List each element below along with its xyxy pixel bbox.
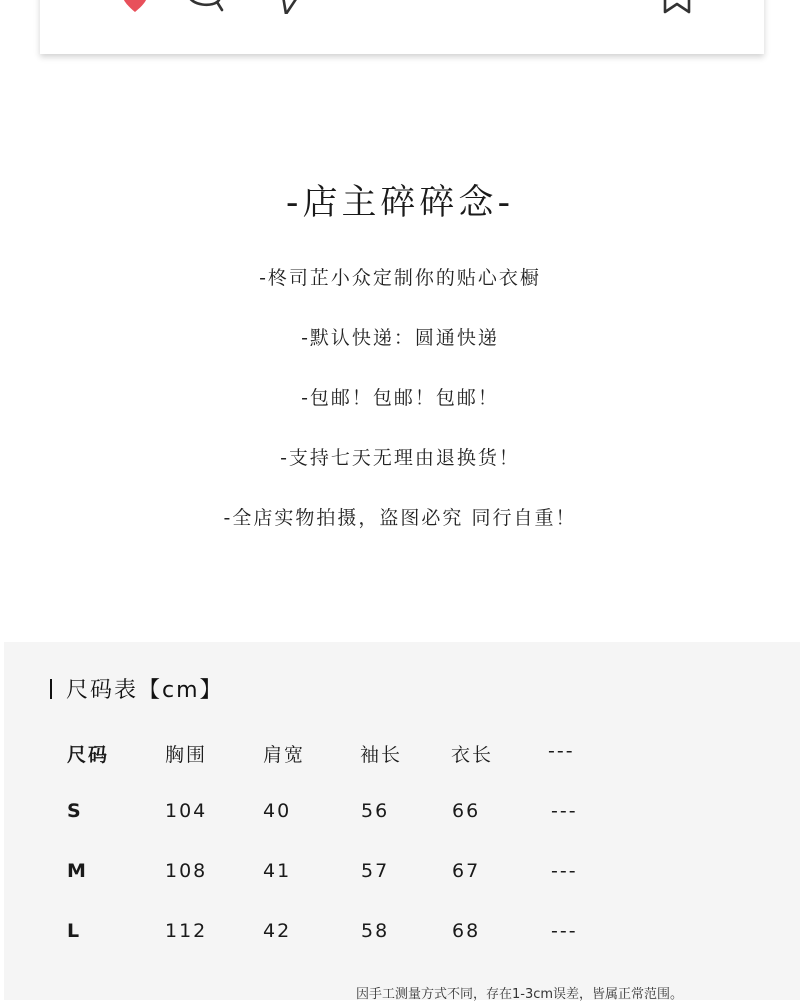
table-cell: 104	[165, 800, 208, 822]
table-cell: 108	[165, 860, 208, 882]
note-line: -全店实物拍摄，盗图必究 同行自重！	[223, 507, 577, 529]
header-shoulder: 肩宽	[263, 744, 306, 766]
table-cell: 66	[452, 800, 481, 822]
row-size-label: S	[67, 800, 83, 822]
note-line: -支持七天无理由退换货！	[280, 447, 520, 469]
share-icon[interactable]	[276, 0, 304, 14]
note-line: -包邮！包邮！包邮！	[301, 387, 499, 409]
row-size-label: L	[67, 920, 82, 942]
table-cell: 40	[263, 800, 292, 822]
heart-icon[interactable]	[120, 0, 150, 14]
table-cell: 41	[263, 860, 292, 882]
table-cell: 112	[165, 920, 208, 942]
size-chart-panel	[4, 642, 800, 1000]
table-cell: ---	[551, 920, 578, 942]
measurement-footnote: 因手工测量方式不同，存在1-3cm误差，皆属正常范围。	[356, 987, 684, 1002]
size-chart-title	[50, 673, 224, 704]
header-length: 衣长	[451, 744, 494, 766]
header-size: 尺码	[67, 744, 110, 766]
table-cell: 42	[263, 920, 292, 942]
note-line: -默认快递：圆通快递	[301, 327, 499, 349]
post-action-bar	[40, 0, 764, 54]
header-chest: 胸围	[165, 744, 208, 766]
table-cell: ---	[551, 800, 578, 822]
header-extra: ---	[548, 740, 575, 762]
note-line: -柊司芷小众定制你的贴心衣橱	[259, 267, 541, 289]
title-bar-marker	[50, 679, 52, 699]
header-sleeve: 袖长	[360, 744, 403, 766]
bookmark-icon[interactable]	[662, 0, 692, 14]
table-cell: 56	[361, 800, 390, 822]
table-cell: ---	[551, 860, 578, 882]
table-cell: 57	[361, 860, 390, 882]
size-chart-title-text: 尺码表【cm】	[66, 678, 224, 703]
notes-title: -店主碎碎念-	[285, 183, 515, 223]
table-cell: 67	[452, 860, 481, 882]
table-cell: 68	[452, 920, 481, 942]
comment-icon[interactable]	[184, 0, 224, 14]
row-size-label: M	[67, 860, 88, 882]
table-cell: 58	[361, 920, 390, 942]
